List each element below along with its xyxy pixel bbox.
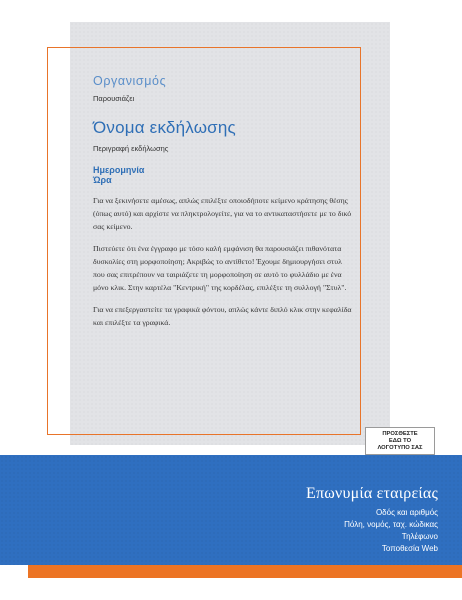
company-name[interactable]: Επωνυμία εταιρείας <box>306 485 438 502</box>
logo-placeholder-line-3: ΛΟΓΟΤΥΠΟ ΣΑΣ <box>377 444 423 451</box>
company-city[interactable]: Πόλη, νομός, ταχ. κώδικας <box>344 520 438 529</box>
event-time[interactable]: Ώρα <box>93 175 112 185</box>
body-paragraph-2[interactable]: Πιστεύετε ότι ένα έγγραφο με τόσο καλή εμφάνιση θα παρουσιάζει πιθανότατα δυσκολίες στη μορφοποίηση; Ακριβώς το αντίθετο! Έχουμε δημιουργήσει στυλ που σας επιτρέπουν να ταιριάζετε τη μορφοποίηση σε αυτό το φυλλάδιο με ένα μόνο κλικ. Στην καρτέλα "Κεντρική" της κορδέλας, επιλέξτε τη συλλογή "Στυλ". <box>93 244 347 292</box>
body-paragraph-1[interactable]: Για να ξεκινήσετε αμέσως, απλώς επιλέξτε οποιοδήποτε κείμενο κράτησης θέσης (όπως αυτό) και αρχίστε να πληκτρολογείτε, για να το αντικαταστήσετε με το δικό σας κείμενο. <box>93 196 352 231</box>
logo-placeholder[interactable] <box>365 427 435 455</box>
event-description[interactable]: Περιγραφή εκδήλωσης <box>93 144 169 153</box>
organization-name[interactable]: Οργανισμός <box>93 74 167 88</box>
presents-text[interactable]: Παρουσιάζει <box>93 94 135 103</box>
company-website[interactable]: Τοποθεσία Web <box>381 544 438 553</box>
company-phone[interactable]: Τηλέφωνο <box>401 532 438 541</box>
event-name-heading[interactable]: Όνομα εκδήλωσης <box>93 118 236 137</box>
event-date[interactable]: Ημερομηνία <box>93 165 145 175</box>
flyer-content <box>93 74 355 329</box>
logo-placeholder-line-1: ΠΡΟΣΘΕΣΤΕ <box>382 430 418 437</box>
company-info <box>218 485 438 555</box>
logo-placeholder-line-2: ΕΔΩ ΤΟ <box>388 437 412 444</box>
company-street[interactable]: Οδός και αριθμός <box>375 508 438 517</box>
footer-orange-stripe <box>28 565 462 578</box>
body-paragraph-3[interactable]: Για να επεξεργαστείτε τα γραφικά φόντου, απλώς κάντε διπλό κλικ στην κεφαλίδα και επιλέξτε τα γραφικά. <box>93 305 352 327</box>
